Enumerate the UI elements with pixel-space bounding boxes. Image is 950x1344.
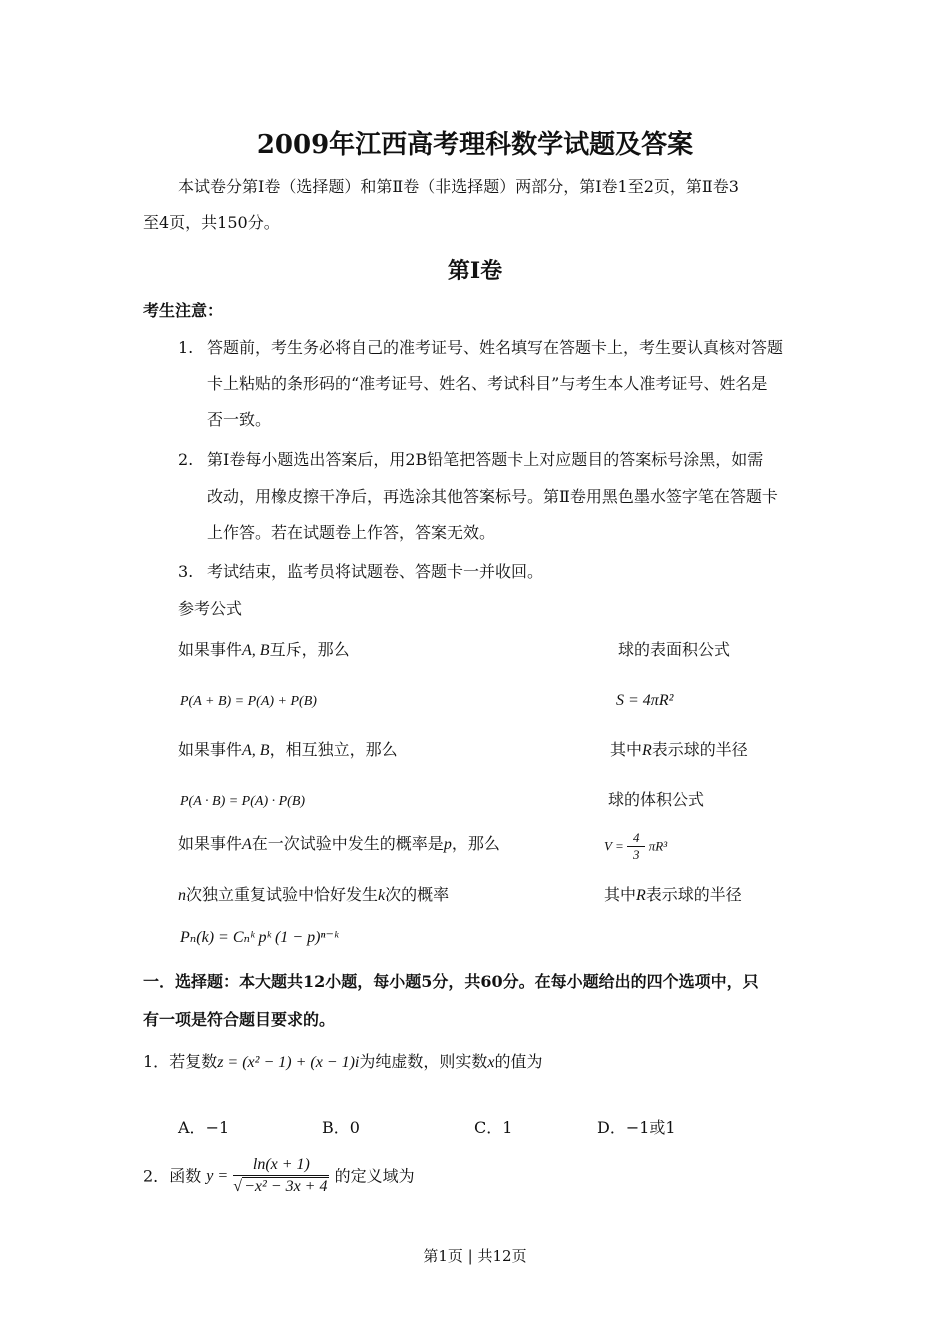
- notice-line: 否一致。: [207, 410, 272, 429]
- page-title: 2009年江西高考理科数学试题及答案: [256, 130, 694, 160]
- option-d[interactable]: D．−1或1: [597, 1118, 676, 1137]
- formula-condition-independent: 如果事件A, B，相互独立，那么: [178, 740, 398, 759]
- formula-condition-binomial: n次独立重复试验中恰好发生k次的概率: [178, 885, 450, 904]
- formula-condition-exclusive: 如果事件A, B互斥，那么: [178, 640, 350, 659]
- question-number: 1．: [143, 1052, 170, 1071]
- notice-number: 2.: [178, 450, 194, 469]
- formula-independent-eq: P(A · B) = P(A) · P(B): [180, 794, 306, 809]
- notice-heading: 考生注意：: [143, 301, 224, 320]
- formula-binomial-eq: Pₙ(k) = Cₙᵏ pᵏ (1 − p)ⁿ⁻ᵏ: [180, 929, 339, 946]
- formula-condition-probability: 如果事件A在一次试验中发生的概率是p，那么: [178, 834, 500, 853]
- formula-exclusive-eq: P(A + B) = P(A) + P(B): [180, 694, 317, 709]
- notice-line: 考试结束，监考员将试题卷、答题卡一并收回。: [207, 562, 544, 581]
- formula-sphere-volume-label: 球的体积公式: [608, 790, 705, 809]
- section-title: 第Ⅰ卷: [447, 258, 503, 284]
- formula-radius-note: 其中R表示球的半径: [604, 885, 742, 904]
- option-b[interactable]: B．0: [322, 1118, 360, 1137]
- notice-line: 第I卷每小题选出答案后，用2B铅笔把答题卡上对应题目的答案标号涂黑，如需: [207, 450, 764, 469]
- formula-heading: 参考公式: [178, 599, 243, 618]
- formula-sphere-area-eq: S = 4πR²: [616, 692, 674, 709]
- formula-radius-note: 其中R表示球的半径: [610, 740, 748, 759]
- intro-line-2: 至4页，共150分。: [143, 213, 280, 232]
- question-number: 2．: [143, 1166, 170, 1186]
- notice-number: 1.: [178, 338, 194, 357]
- part1-heading-line-2: 有一项是符合题目要求的。: [143, 1010, 336, 1029]
- question-2: 2．函数 y = $\frac{\ln(x + 1)}{\text{√ −x² − 3x + 4}}$ 的定义域为: [143, 1155, 415, 1198]
- part1-heading-line-1: 一．选择题：本大题共12小题，每小题5分，共60分。在每小题给出的四个选项中，只: [143, 972, 759, 991]
- notice-line: 卡上粘贴的条形码的“准考证号、姓名、考试科目”与考生本人准考证号、姓名是: [207, 374, 768, 393]
- notice-line: 答题前，考生务必将自己的准考证号、姓名填写在答题卡上，考生要认真核对答题: [207, 338, 784, 357]
- option-c[interactable]: C．1: [474, 1118, 513, 1137]
- domain-fraction: $\frac{\ln(x + 1)}{\text{√ −x² − 3x + 4}}$: [233, 1156, 328, 1195]
- notice-line: 上作答。若在试题卷上作答，答案无效。: [207, 523, 496, 542]
- question-1: 1．若复数z = (x² − 1) + (x − 1)i为纯虚数，则实数x的值为: [143, 1052, 543, 1071]
- option-a[interactable]: A．−1: [178, 1118, 230, 1137]
- formula-sphere-area-label: 球的表面积公式: [618, 640, 731, 659]
- intro-line-1: 本试卷分第Ⅰ卷（选择题）和第Ⅱ卷（非选择题）两部分，第Ⅰ卷1至2页，第Ⅱ卷3: [178, 177, 739, 196]
- notice-number: 3.: [178, 562, 194, 581]
- formula-sphere-volume-eq: V = $\frac{4}{3}$ πR³: [604, 830, 668, 862]
- notice-line: 改动，用橡皮擦干净后，再选涂其他答案标号。第Ⅱ卷用黑色墨水签字笔在答题卡: [207, 487, 778, 506]
- page-footer: 第1页 | 共12页: [423, 1247, 527, 1265]
